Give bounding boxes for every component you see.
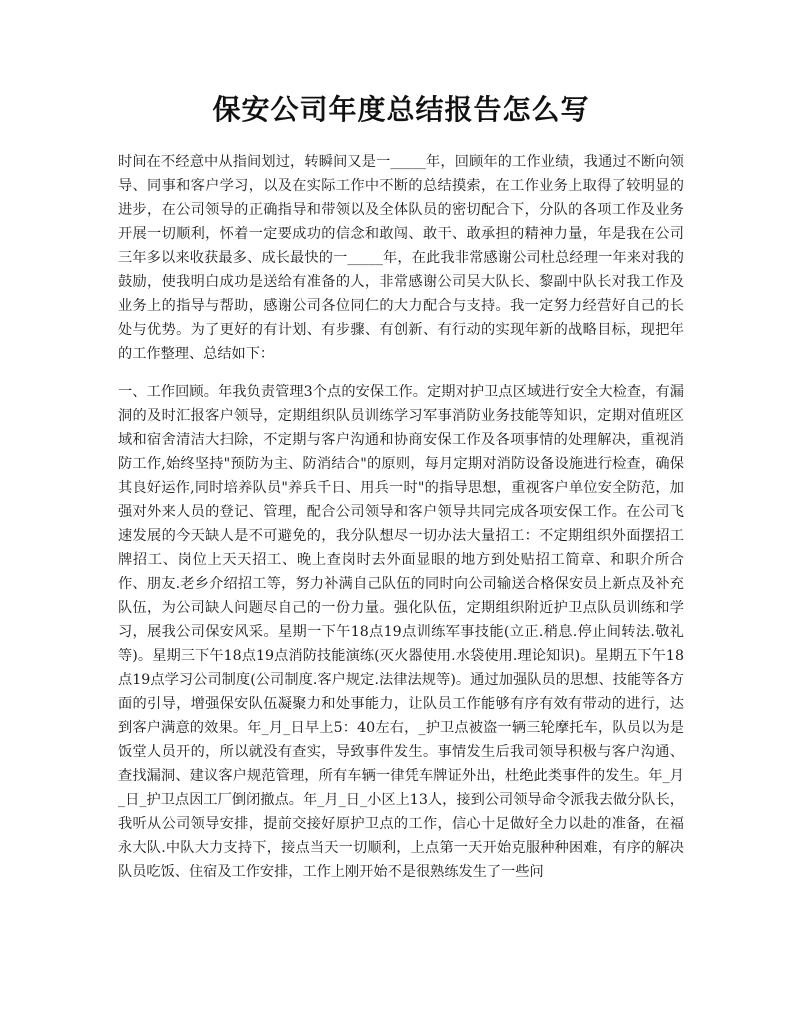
- document-title: 保安公司年度总结报告怎么写: [212, 93, 590, 126]
- work-review-paragraph: 一、工作回顾。年我负责管理3个点的安保工作。定期对护卫点区域进行安全大检查，有漏洞的及时汇报客户领导，定期组织队员训练学习军事消防业务技能等知识，定期对值班区域和宿舍清洁大扫除，不定期与客户沟通和协商安保工作及各项事情的处理解决，重视消防工作,始终坚持"预防为主、防消结合"的原则，每月定期对消防设备设施进行检查，确保其良好运作,同时培养队员"养兵千日、用兵一时"的指导思想，重视客户单位安全防范，加强对外来人员的登记、管理，配合公司领导和客户领导共同完成各项安保工作。在公司飞速发展的今天缺人是不可避免的，我分队想尽一切办法大量招工：不定期组织外面摆招工牌招工、岗位上天天招工、晚上查岗时去外面显眼的地方到处贴招工简章、和职介所合作、朋友.老乡介绍招工等，努力补满自己队伍的同时向公司输送合格保安员上新点及补充队伍，为公司缺人问题尽自己的一份力量。强化队伍，定期组织附近护卫点队员训练和学习，展我公司保安风采。星期一下午18点19点训练军事技能(立正.稍息.停止间转法.敬礼等)。星期三下午18点19点消防技能演练(灭火器使用.水袋使用.理论知识)。星期五下午18点19点学习公司制度(公司制度.客户规定.法律法规等)。通过加强队员的思想、技能等各方面的引导，增强保安队伍凝聚力和处事能力，让队员工作能够有序有效有带动的进行，达到客户满意的效果。年_月_日早上5：40左右，_护卫点被盗一辆三轮摩托车，队员以为是饭堂人员开的，所以就没有查实，导致事件发生。事情发生后我司领导积极与客户沟通、查找漏洞、建议客户规范管理，所有车辆一律凭车牌证外出，杜绝此类事件的发生。年_月_日_护卫点因工厂倒闭撤点。年_月_日_小区上13人，接到公司领导命令派我去做分队长，我听从公司领导安排，提前交接好原护卫点的工作，信心十足做好全力以赴的准备，在福永大队.中队大力支持下，接点当天一切顺利，上点第一天开始克服种种困难，有序的解决队员吃饭、住宿及工作安排，工作上刚开始不是很熟练发生了一些问: [118, 384, 684, 880]
- intro-paragraph: 时间在不经意中从指间划过，转瞬间又是一_____年，回顾年的工作业绩，我通过不断向领导、同事和客户学习，以及在实际工作中不断的总结摸索，在工作业务上取得了较明显的进步，在公司领导的正确指导和带领以及全体队员的密切配合下，分队的各项工作及业务开展一切顺利，怀着一定要成功的信念和敢闯、敢干、敢承担的精神力量，年是我在公司三年多以来收获最多、成长最快的一_____年，在此我非常感谢公司杜总经理一年来对我的鼓励，使我明白成功是送给有准备的人，非常感谢公司吴大队长、黎副中队长对我工作及业务上的指导与帮助，感谢公司各位同仁的大力配合与支持。我一定努力经营好自己的长处与优势。为了更好的有计划、有步骤、有创新、有行动的实现年新的战略目标，现把年的工作整理、总结如下：: [118, 154, 684, 362]
- document-body: [118, 150, 684, 884]
